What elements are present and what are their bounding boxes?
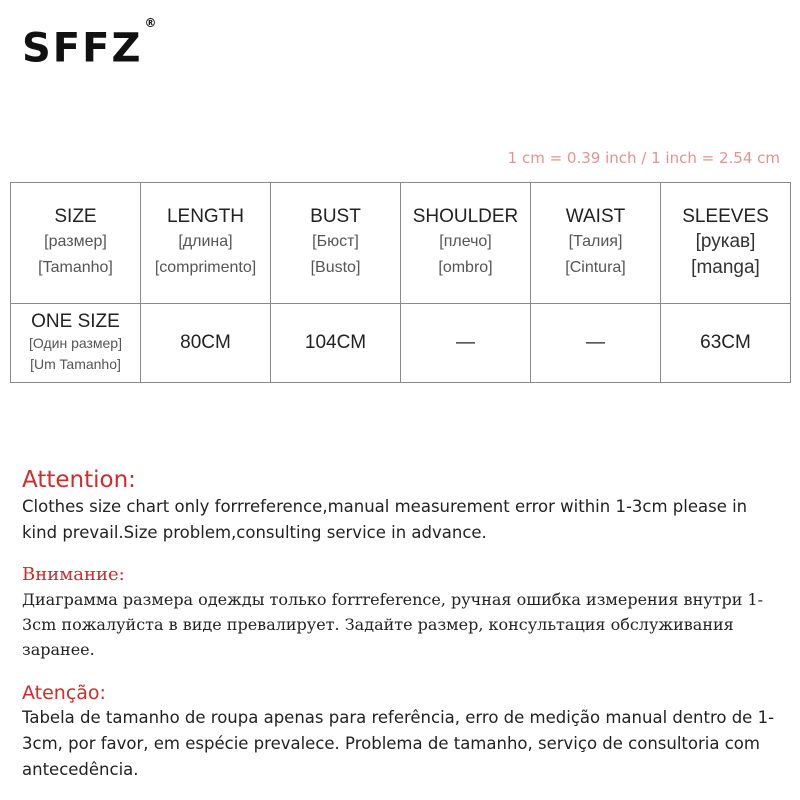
logo-text: SFFZ — [22, 25, 143, 72]
bust-value: 104CM — [304, 332, 367, 353]
header-translation-ru: [размер] — [44, 233, 107, 250]
header-bust — [271, 183, 401, 304]
header-label: SLEEVES — [682, 206, 769, 227]
attention-title: Внимание: — [22, 564, 125, 585]
header-translation-ru: [рукав] — [695, 231, 756, 252]
attention-title: Attention: — [22, 467, 136, 493]
attention-body: Tabela de tamanho de roupa apenas para referência, erro de medição manual dentro de 1-3cm, por favor, em espécie prevalece. Problema de tamanho, serviço de consultoria com antecedência. — [22, 708, 775, 779]
size-translation-pt: [Um Tamanho] — [30, 356, 121, 372]
header-translation-pt: [Tamanho] — [38, 259, 113, 276]
size-chart-table — [10, 182, 791, 383]
header-label: BUST — [310, 206, 361, 227]
brand-logo — [22, 16, 159, 72]
table-header-row — [11, 183, 791, 304]
size-label: ONE SIZE — [31, 311, 120, 332]
header-waist — [531, 183, 661, 304]
size-translation-ru: [Один размер] — [28, 335, 122, 351]
cell-length — [141, 304, 271, 383]
header-translation-pt: [manga] — [691, 257, 760, 278]
header-translation-ru: [Бюст] — [312, 233, 359, 250]
header-translation-pt: [ombro] — [438, 259, 493, 276]
sleeves-value: 63CM — [700, 332, 751, 353]
header-sleeves — [661, 183, 791, 304]
unit-conversion-note: 1 cm = 0.39 inch / 1 inch = 2.54 cm — [507, 149, 780, 167]
header-label: LENGTH — [166, 206, 245, 227]
header-translation-pt: [Cintura] — [565, 259, 626, 276]
attention-body: Диаграмма размера одежды только forrreference, ручная ошибка измерения внутри 1-3cm пожалуйста в виде превалирует. Задайте размер, консультация обслуживания заранее. — [22, 590, 764, 659]
cell-waist — [531, 304, 661, 383]
cell-sleeves — [661, 304, 791, 383]
header-label: WAIST — [565, 206, 626, 227]
header-translation-pt: [comprimento] — [154, 259, 257, 276]
cell-size — [11, 304, 141, 383]
attention-note-russian — [22, 563, 782, 662]
header-translation-ru: [плечо] — [439, 233, 492, 250]
waist-value: — — [586, 332, 605, 353]
header-length — [141, 183, 271, 304]
length-value: 80CM — [180, 332, 231, 353]
attention-note-english — [22, 466, 782, 546]
header-shoulder — [401, 183, 531, 304]
cell-bust — [271, 304, 401, 383]
header-size — [11, 183, 141, 304]
header-label: SHOULDER — [412, 206, 519, 227]
header-translation-pt: [Busto] — [310, 259, 361, 276]
shoulder-value: — — [456, 332, 475, 353]
header-translation-ru: [длина] — [178, 233, 233, 250]
cell-shoulder — [401, 304, 531, 383]
attention-title: Atenção: — [22, 682, 106, 704]
attention-body: Clothes size chart only forrreference,manual measurement error within 1-3cm please in kind prevail.Size problem,consulting service in advance. — [22, 497, 748, 542]
header-label: SIZE — [54, 206, 97, 227]
registered-mark: ® — [144, 16, 159, 30]
header-translation-ru: [Талия] — [568, 233, 623, 250]
table-row — [11, 304, 791, 383]
attention-note-portuguese — [22, 681, 782, 783]
